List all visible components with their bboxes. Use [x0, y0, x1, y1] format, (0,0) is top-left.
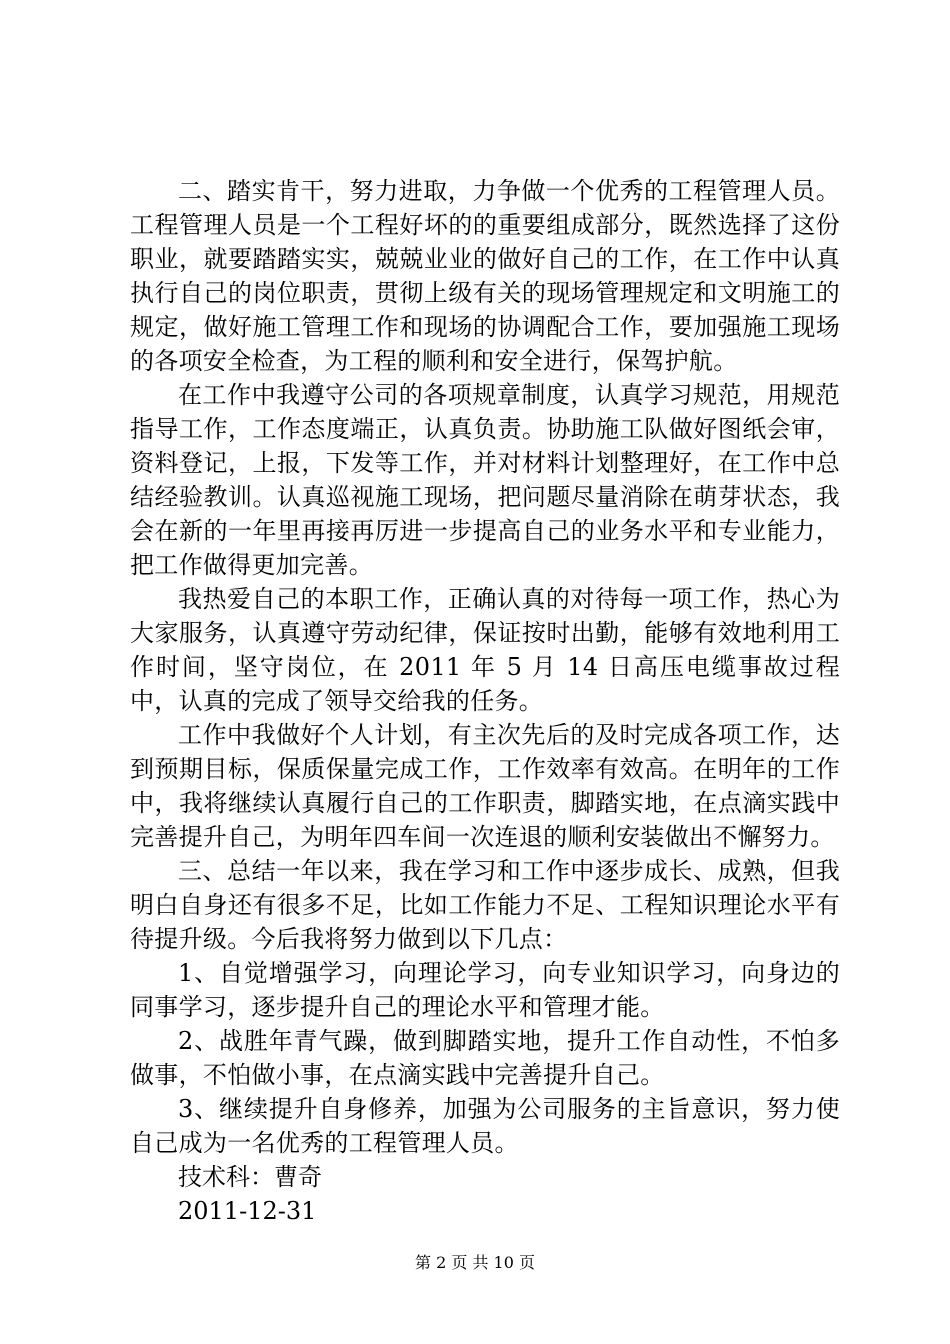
paragraph-2: 在工作中我遵守公司的各项规章制度，认真学习规范，用规范指导工作，工作态度端正，认真负责。协助施工队做好图纸会审，资料登记，上报，下发等工作，并对材料计划整理好，在工作中总结经验教训。认真巡视施工现场，把问题尽量消除在萌芽状态，我会在新的一年里再接再厉进一步提高自己的业务水平和专业能力，把工作做得更加完善。: [130, 381, 840, 579]
paragraph-3: 我热爱自己的本职工作，正确认真的对待每一项工作，热心为大家服务，认真遵守劳动纪律，保证按时出勤，能够有效地利用工作时间，坚守岗位，在 2011 年 5 月 14 日高压电缆事故过程中，认真的完成了领导交给我的任务。: [130, 585, 840, 715]
signature: 技术科：曹奇: [178, 1163, 322, 1191]
paragraph-4: 工作中我做好个人计划，有主次先后的及时完成各项工作，达到预期目标，保质保量完成工作，工作效率有效高。在明年的工作中，我将继续认真履行自己的工作职责，脚踏实地，在点滴实践中完善提升自己，为明年四车间一次连退的顺利安装做出不懈努力。: [130, 721, 840, 851]
paragraph-7: 2、战胜年青气躁，做到脚踏实地，提升工作自动性，不怕多做事，不怕做小事，在点滴实践中完善提升自己。: [130, 1027, 840, 1089]
signature-date: 2011-12-31: [178, 1197, 317, 1225]
document-body: [130, 174, 840, 1228]
paragraph-6: 1、自觉增强学习，向理论学习，向专业知识学习，向身边的同事学习，逐步提升自己的理论水平和管理才能。: [130, 959, 840, 1021]
page-number-footer: 第 2 页 共 10 页: [415, 1253, 535, 1272]
paragraph-5: 三、总结一年以来，我在学习和工作中逐步成长、成熟，但我明白自身还有很多不足，比如工作能力不足、工程知识理论水平有待提升级。今后我将努力做到以下几点：: [130, 857, 840, 953]
paragraph-1: 二、踏实肯干，努力进取，力争做一个优秀的工程管理人员。工程管理人员是一个工程好坏的的重要组成部分，既然选择了这份职业，就要踏踏实实，兢兢业业的做好自己的工作，在工作中认真执行自己的岗位职责，贯彻上级有关的现场管理规定和文明施工的规定，做好施工管理工作和现场的协调配合工作，要加强施工现场的各项安全检查，为工程的顺利和安全进行，保驾护航。: [130, 177, 840, 375]
paragraph-8: 3、继续提升自身修养，加强为公司服务的主旨意识，努力使自己成为一名优秀的工程管理人员。: [130, 1095, 840, 1157]
